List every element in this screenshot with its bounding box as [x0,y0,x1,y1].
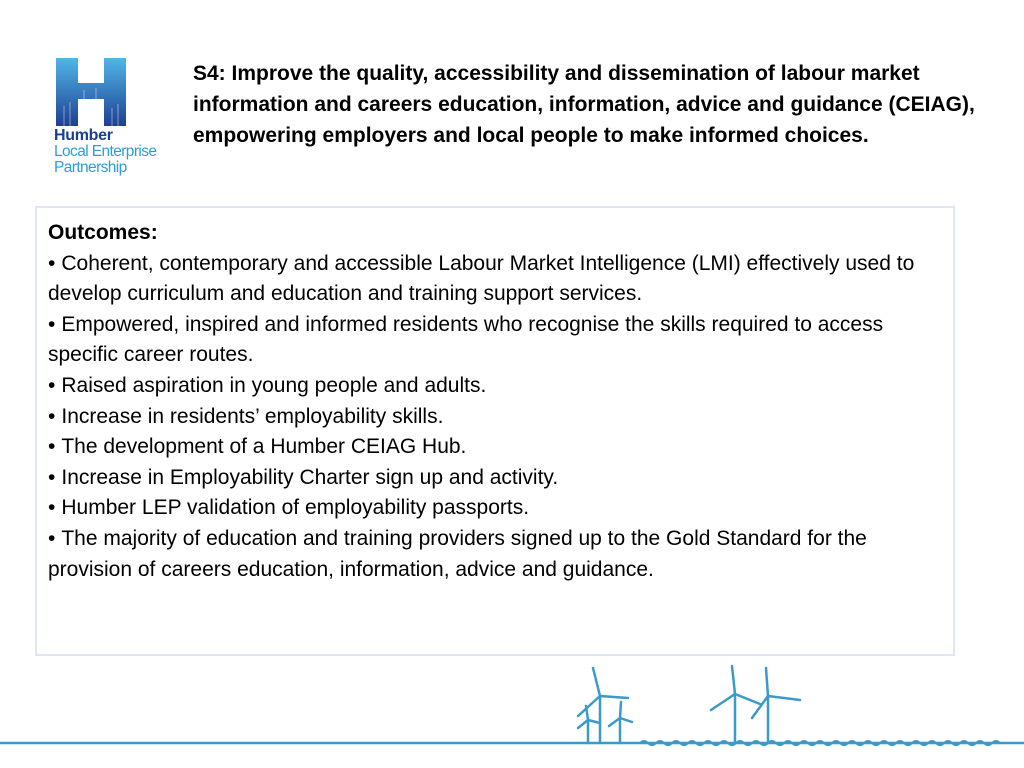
wind-turbines-icon [0,660,1024,768]
list-item [48,524,943,585]
list-item [48,493,943,524]
outcomes-heading: Outcomes: [48,221,158,244]
outcome-text: Humber LEP validation of employability passports. [61,496,530,520]
outcomes-box [35,206,955,656]
outcomes-list [48,249,943,586]
list-item [48,432,943,463]
humber-h-logo-icon [54,56,128,128]
bullet: • [48,312,56,336]
outcome-text: Raised aspiration in young people and adults. [61,373,487,397]
slide-title: S4: Improve the quality, accessibility and dissemination of labour market information and careers education, information, advice and guidance (CEIAG), empowering employers and local people to make informed choices. [193,62,975,147]
logo-line-local-enterprise: Local Enterprise [54,143,157,160]
bullet: • [48,373,56,397]
bullet: • [48,496,56,520]
list-item [48,402,943,433]
humber-lep-logo [54,56,184,182]
bullet: • [48,435,56,459]
outcome-text: Increase in residents’ employability skills. [61,404,444,428]
list-item [48,310,943,371]
list-item [48,371,943,402]
list-item [48,463,943,494]
logo-line-partnership: Partnership [54,159,127,176]
logo-line-humber: Humber [54,127,113,144]
outcome-text: Increase in Employability Charter sign up and activity. [61,465,559,489]
outcome-text: Empowered, inspired and informed residents who recognise the skills required to access specific career routes. [48,312,884,367]
bullet: • [48,465,56,489]
bullet: • [48,526,56,550]
outcome-text: The development of a Humber CEIAG Hub. [61,435,467,459]
outcome-text: The majority of education and training providers signed up to the Gold Standard for the provision of careers education, information, advice and guidance. [48,526,867,581]
outcome-text: Coherent, contemporary and accessible Labour Market Intelligence (LMI) effectively used to develop curriculum and education and training support services. [48,251,915,306]
bullet: • [48,404,56,428]
bullet: • [48,251,56,275]
list-item [48,249,943,310]
